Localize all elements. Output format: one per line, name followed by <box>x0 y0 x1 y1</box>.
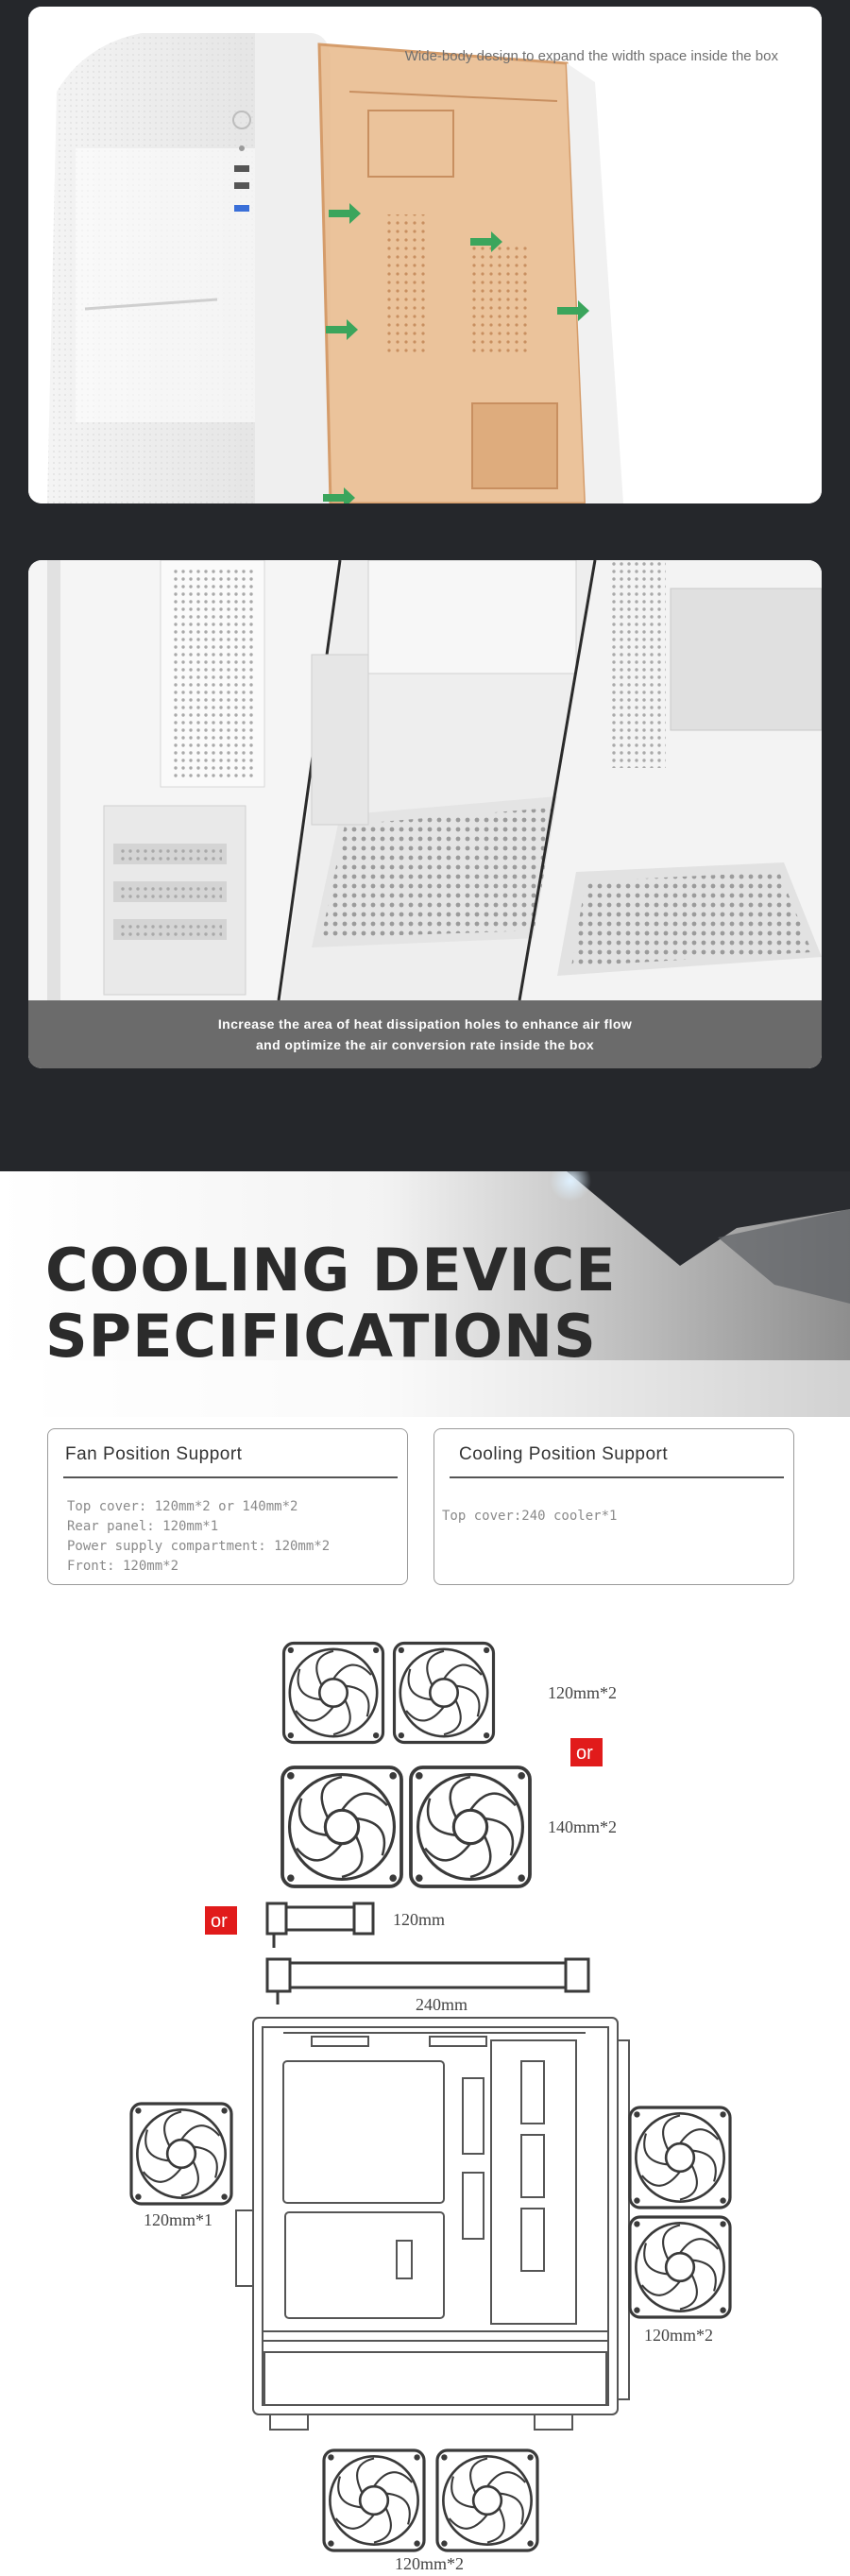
heading-divider <box>450 1476 784 1478</box>
page-title <box>45 1237 617 1370</box>
top-140-label: 140mm*2 <box>548 1817 618 1836</box>
top-120-label: 120mm*2 <box>548 1683 618 1702</box>
front-fan-icon <box>630 2107 730 2208</box>
airflow-caption-band <box>28 1000 822 1068</box>
cooling-spec-section <box>0 1171 850 2576</box>
fan-layout-diagram <box>0 1606 850 2576</box>
list-item: Front: 120mm*2 <box>67 1559 179 1574</box>
front-fan-label: 120mm*2 <box>644 2326 714 2345</box>
airflow-caption-line: Increase the area of heat dissipation holes to enhance air flow <box>217 1016 633 1032</box>
or-badge-text: or <box>211 1911 228 1932</box>
airflow-card <box>28 560 822 1068</box>
bottom-fan-icon <box>437 2450 537 2550</box>
radiator-240-label: 240mm <box>416 1995 468 2014</box>
rear-fan-icon <box>131 2104 231 2204</box>
case-front-illustration <box>28 7 822 503</box>
top-fan-140-icon <box>411 1767 530 1886</box>
or-badge-text: or <box>576 1743 593 1764</box>
list-item: Top cover: 120mm*2 or 140mm*2 <box>67 1499 298 1514</box>
bottom-fan-label: 120mm*2 <box>395 2554 465 2573</box>
title-line: COOLING DEVICE <box>45 1236 617 1305</box>
fan-position-list <box>67 1497 330 1577</box>
front-fan-icon <box>630 2217 730 2317</box>
top-fan-140-icon <box>282 1767 401 1886</box>
title-line: SPECIFICATIONS <box>45 1302 597 1371</box>
list-item: Power supply compartment: 120mm*2 <box>67 1539 331 1554</box>
wide-body-caption: Wide-body design to expand the width space inside the box <box>404 48 778 64</box>
list-item: Top cover:240 cooler*1 <box>442 1509 618 1524</box>
cooling-position-box <box>434 1428 794 1585</box>
airflow-caption-line: and optimize the air conversion rate inside the box <box>255 1037 595 1052</box>
heat-dissipation-illustration <box>28 560 822 1000</box>
top-fan-120-icon <box>395 1644 494 1743</box>
top-fan-120-icon <box>284 1644 383 1743</box>
case-outline-illustration <box>236 2018 629 2430</box>
list-item: Rear panel: 120mm*1 <box>67 1519 219 1534</box>
radiator-120-label: 120mm <box>393 1910 446 1929</box>
heading-divider <box>63 1476 398 1478</box>
wide-body-card <box>28 7 822 503</box>
cooling-position-list <box>442 1507 617 1527</box>
rear-fan-label: 120mm*1 <box>144 2210 213 2229</box>
bottom-fan-icon <box>324 2450 424 2550</box>
radiator-120-icon <box>267 1903 373 1948</box>
fan-position-box <box>47 1428 408 1585</box>
cooling-position-heading: Cooling Position Support <box>459 1444 669 1464</box>
fan-position-heading: Fan Position Support <box>65 1444 243 1464</box>
usb-port-icon <box>234 165 249 172</box>
